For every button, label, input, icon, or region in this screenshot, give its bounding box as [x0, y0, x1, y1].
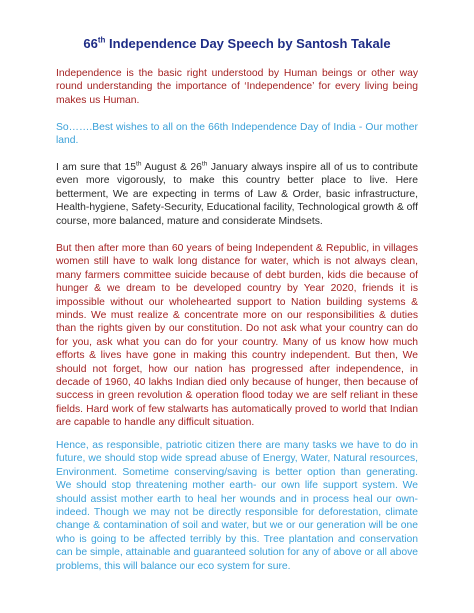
title-number: 66: [83, 36, 98, 51]
paragraph-inspiration: [56, 161, 418, 228]
title-text: Independence Day Speech by Santosh Takale: [105, 36, 391, 51]
p3-text-a: I am sure that 15: [56, 162, 137, 173]
title-superscript: th: [97, 35, 106, 45]
paragraph-independence-definition: Independence is the basic right understood by Human beings or other way round understanding the importance of ‘Independence’ for every living being makes us Human.: [56, 68, 418, 106]
paragraph-responsibilities: But then after more than 60 years of being Independent & Republic, in villages women still have to walk long distance for water, which is not always clean, many farmers committee suicide because of debt burden, kids die because of hunger & we dream to be developed country by Year 2020, friends it is impossible without our wholehearted support to Nation building systems & minds. We must realize & concentrate more on our responsibilities & duties than the rights given by our constitution. Do not ask what your country can do for you, ask what you can do for your country. Many of us know how much efforts & lives have gone in making this country independent. But then, We should not forget, how our nation has progressed after independence, in decade of 1960, 40 lakhs Indian died only because of hunger, then because of success in green revolution & operation flood today we are self reliant in these fields. Hard work of few stalwarts has automatically proved to world that Indian are capable to handle any difficult situation.: [56, 243, 418, 429]
page-title: [0, 36, 474, 52]
p3-sup-2: th: [201, 160, 208, 168]
paragraph-environment: Hence, as responsible, patriotic citizen there are many tasks we have to do in future, we should stop wide spread abuse of Energy, Water, Natural resources, Environment. Sometime conserving/saving is better option than generating. We should stop threatening mother earth- our own life support system. We should assist mother earth to heal her wounds and in process heal our own-indeed. Though we may not be directly responsible for deforestation, climate change & contamination of soil and water, but we or our generation will be one who is going to be affected terribly by this. Tree plantation and conservation can be simple, attainable and guaranteed solution for any of above or all above problems, this will balance our eco system for sure.: [56, 440, 418, 572]
paragraph-best-wishes: So…….Best wishes to all on the 66th Independence Day of India - Our mother land.: [56, 122, 418, 147]
p3-text-b: August & 26: [141, 162, 202, 173]
p3-sup-1: th: [136, 160, 142, 168]
p3-text-c: January always inspire all of us to contribute even more vigorously, to make this country better place to live. Here betterment, We are expecting in terms of Law & Order, basic infrastructure, Health-hygiene, Safety-Security, Educational facility, Technological growth & off course, more balanced, mature and considerate Mindsets.: [56, 162, 418, 227]
